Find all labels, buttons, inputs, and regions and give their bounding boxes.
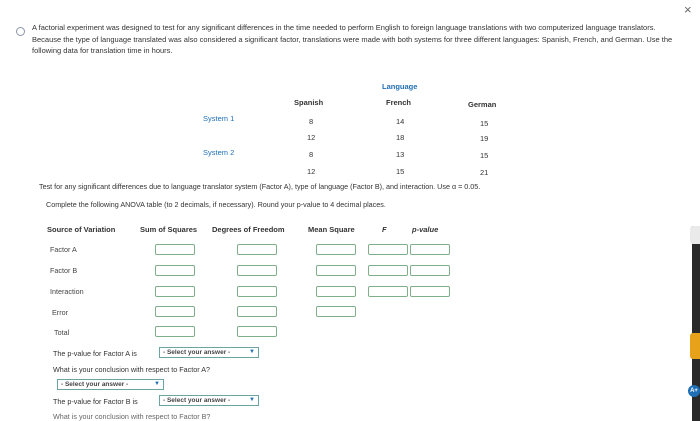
total-df-input[interactable] [237, 326, 277, 337]
cell: 12 [307, 133, 316, 142]
side-tab[interactable] [690, 226, 700, 244]
conclusion-a-select-value: - Select your answer - [61, 381, 129, 388]
cell: 15 [480, 151, 489, 160]
anova-row-error: Error [52, 308, 68, 317]
pvalue-b-label: The p-value for Factor B is [53, 397, 138, 406]
error-ms-input[interactable] [316, 306, 356, 317]
instruction-anova: Complete the following ANOVA table (to 2 decimals, if necessary). Round your p-value to 4 decimal places. [46, 200, 386, 209]
anova-header-source: Source of Variation [47, 225, 116, 234]
factor-b-ss-input[interactable] [155, 265, 195, 276]
factor-a-df-input[interactable] [237, 244, 277, 255]
pvalue-a-select[interactable] [159, 347, 259, 358]
anova-header-ss: Sum of Squares [140, 225, 198, 234]
factor-a-f-input[interactable] [368, 244, 408, 255]
conclusion-a-select[interactable] [57, 379, 164, 390]
row-system-2: System 2 [203, 148, 235, 157]
pvalue-b-select[interactable] [159, 395, 259, 406]
conclusion-a-label: What is your conclusion with respect to Factor A? [53, 365, 210, 374]
factor-b-ms-input[interactable] [316, 265, 356, 276]
anova-header-pvalue: p-value [412, 225, 439, 234]
col-french: French [386, 98, 412, 107]
cell: 13 [396, 150, 405, 159]
error-ss-input[interactable] [155, 306, 195, 317]
chevron-down-icon: ▼ [249, 349, 255, 355]
side-highlight-tab[interactable] [690, 333, 700, 359]
interaction-ss-input[interactable] [155, 286, 195, 297]
error-df-input[interactable] [237, 306, 277, 317]
cell: 8 [309, 117, 314, 126]
cell: 18 [396, 133, 405, 142]
cell: 21 [480, 168, 489, 177]
pvalue-a-label: The p-value for Factor A is [53, 349, 137, 358]
anova-row-factor-a: Factor A [50, 245, 77, 254]
accessibility-badge[interactable]: A+ [688, 385, 700, 397]
anova-header-df: Degrees of Freedom [212, 225, 285, 234]
anova-header-f: F [382, 225, 387, 234]
cell: 15 [480, 119, 489, 128]
question-intro: A factorial experiment was designed to test for any significant differences in the time needed to perform English to foreign language translations with two computerized language translators. Because the type of language translated was also considered a significant factor, translations were made with both systems for three different languages: Spanish, French, and German. Use the following data for translation time in hours. [32, 23, 673, 55]
anova-row-total: Total [54, 328, 70, 337]
col-german: German [468, 100, 497, 109]
anova-row-factor-b: Factor B [50, 266, 78, 275]
instruction-test: Test for any significant differences due to language translator system (Factor A), type of language (Factor B), and interaction. Use α = 0.05. [39, 182, 481, 191]
factor-b-pvalue-input[interactable] [410, 265, 450, 276]
pvalue-b-select-value: - Select your answer - [163, 397, 231, 404]
cell: 15 [396, 167, 405, 176]
cell: 12 [307, 167, 316, 176]
anova-header-ms: Mean Square [308, 225, 355, 234]
pvalue-a-select-value: - Select your answer - [163, 349, 231, 356]
interaction-f-input[interactable] [368, 286, 408, 297]
factor-b-f-input[interactable] [368, 265, 408, 276]
factor-b-df-input[interactable] [237, 265, 277, 276]
interaction-df-input[interactable] [237, 286, 277, 297]
close-icon[interactable]: × [684, 2, 692, 17]
factor-a-pvalue-input[interactable] [410, 244, 450, 255]
cell: 8 [309, 150, 314, 159]
cell: 14 [396, 117, 405, 126]
row-system-1: System 1 [203, 114, 235, 123]
interaction-ms-input[interactable] [316, 286, 356, 297]
cell: 19 [480, 134, 489, 143]
interaction-pvalue-input[interactable] [410, 286, 450, 297]
chevron-down-icon: ▼ [249, 397, 255, 403]
language-header: Language [382, 82, 418, 91]
anova-row-interaction: Interaction [50, 287, 84, 296]
col-spanish: Spanish [294, 98, 324, 107]
factor-a-ms-input[interactable] [316, 244, 356, 255]
factor-a-ss-input[interactable] [155, 244, 195, 255]
chevron-down-icon: ▼ [154, 381, 160, 387]
conclusion-b-label: What is your conclusion with respect to Factor B? [53, 412, 211, 421]
question-radio[interactable] [16, 27, 25, 36]
total-ss-input[interactable] [155, 326, 195, 337]
